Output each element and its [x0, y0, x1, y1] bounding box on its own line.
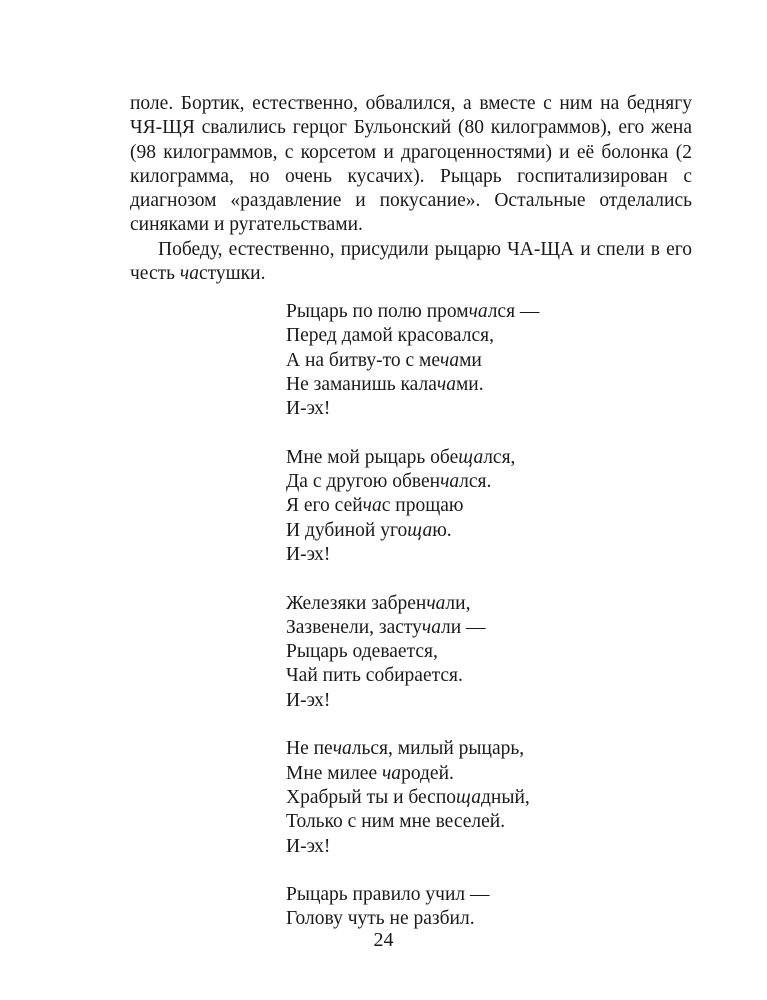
poem-line — [286, 446, 706, 470]
poem-line — [286, 300, 706, 324]
poem-line — [286, 324, 706, 348]
poem-line — [286, 883, 706, 907]
text-fragment: Перед дамой красовался, — [286, 325, 494, 347]
italic-fragment: ча — [468, 301, 488, 322]
italic-fragment: ща — [458, 446, 484, 468]
poem-line — [286, 664, 706, 688]
poem-line — [286, 689, 706, 713]
text-fragment: Зазвенели, засту — [286, 616, 422, 638]
italic-fragment: ща — [456, 786, 481, 808]
poem-line — [286, 810, 706, 834]
text-fragment: А на битву-то с ме — [286, 349, 441, 371]
text-fragment: дный, — [481, 786, 530, 808]
poem-line — [286, 737, 706, 761]
poem-line — [286, 543, 706, 567]
poem-line — [286, 470, 706, 494]
text-fragment: Не заманишь кала — [286, 373, 437, 395]
text-fragment: родей. — [401, 762, 454, 784]
poem-line — [286, 640, 706, 664]
text-fragment: ми. — [455, 373, 484, 395]
text-fragment: ли, — [445, 592, 471, 614]
text-fragment: Рыцарь одевается, — [286, 641, 438, 663]
poem-stanza — [286, 446, 706, 567]
text-fragment: Победу, естественно, присудили рыцарю ЧА-ЩА и спели в его честь — [130, 238, 692, 285]
italic-fragment: ча — [382, 762, 402, 784]
text-fragment: И дубиной уго — [286, 519, 408, 541]
text-fragment: ю. — [432, 519, 452, 541]
text-fragment: Чай пить собирается. — [286, 665, 463, 687]
italic-fragment: ща — [407, 519, 433, 541]
poem-line — [286, 494, 706, 518]
text-fragment: Железяки забрен — [286, 592, 427, 614]
poem-line — [286, 835, 706, 859]
text-fragment: Голову чуть не разбил. — [286, 908, 475, 930]
poem-line — [286, 373, 706, 397]
text-fragment: Мне милее — [286, 762, 382, 784]
italic-fragment: ча — [426, 592, 446, 614]
text-fragment: Я его сей — [286, 495, 363, 517]
text-fragment: лься, милый рыцарь, — [351, 738, 525, 760]
text-fragment: с прощаю — [381, 495, 464, 517]
italic-fragment: ча — [440, 471, 460, 493]
text-fragment: Храбрый ты и беспо — [286, 786, 457, 808]
poem-line — [286, 762, 706, 786]
poem-line — [286, 592, 706, 616]
poem-stanza — [286, 300, 706, 421]
paragraph — [130, 92, 692, 238]
paragraph — [130, 238, 692, 287]
poem-line — [286, 349, 706, 373]
italic-fragment: ча — [179, 263, 199, 285]
poem-stanza — [286, 883, 706, 932]
text-fragment: лся, — [483, 446, 516, 468]
poem-line — [286, 397, 706, 421]
poem-stanza — [286, 737, 706, 858]
italic-fragment: ча — [362, 495, 382, 517]
poem-stanza — [286, 592, 706, 713]
italic-fragment: ча — [440, 349, 460, 371]
text-fragment: И-эх! — [286, 543, 331, 565]
text-fragment: И-эх! — [286, 835, 331, 857]
text-fragment: лся — — [487, 301, 540, 322]
poem-line — [286, 616, 706, 640]
text-fragment: Рыцарь правило учил — — [286, 884, 490, 906]
text-fragment: И-эх! — [286, 689, 331, 711]
text-fragment: стушки. — [198, 263, 266, 285]
text-fragment: ли — — [440, 616, 486, 638]
poem-block — [286, 300, 706, 956]
text-fragment: Только с ним мне веселей. — [286, 811, 506, 833]
prose-block — [130, 92, 692, 286]
text-fragment: И-эх! — [286, 398, 331, 420]
italic-fragment: ча — [421, 616, 441, 638]
text-fragment: ми — [459, 349, 482, 371]
text-fragment: Мне мой рыцарь обе — [286, 446, 459, 468]
text-fragment: лся. — [459, 471, 492, 493]
page-number: 24 — [373, 929, 394, 951]
text-fragment: поле. Бортик, естественно, обвалился, а вместе с ним на беднягу ЧЯ-ЩЯ свалились герцог Бульонский (80 килограммов), его жена (98 килограммов, с корсетом и драгоценностями) и её болонка (2 килограмма, но очень кусачих). Рыцарь госпитализирован с диагнозом «раздавление и покусание». Остальные отделались синяками и ругательствами. — [130, 93, 692, 236]
text-fragment: Рыцарь по полю пром — [286, 301, 469, 322]
text-fragment: Не пе — [286, 738, 333, 760]
italic-fragment: ча — [332, 738, 352, 760]
italic-fragment: ча — [436, 373, 456, 395]
poem-line — [286, 786, 706, 810]
text-fragment: Да с другою обвен — [286, 471, 441, 493]
poem-line — [286, 519, 706, 543]
